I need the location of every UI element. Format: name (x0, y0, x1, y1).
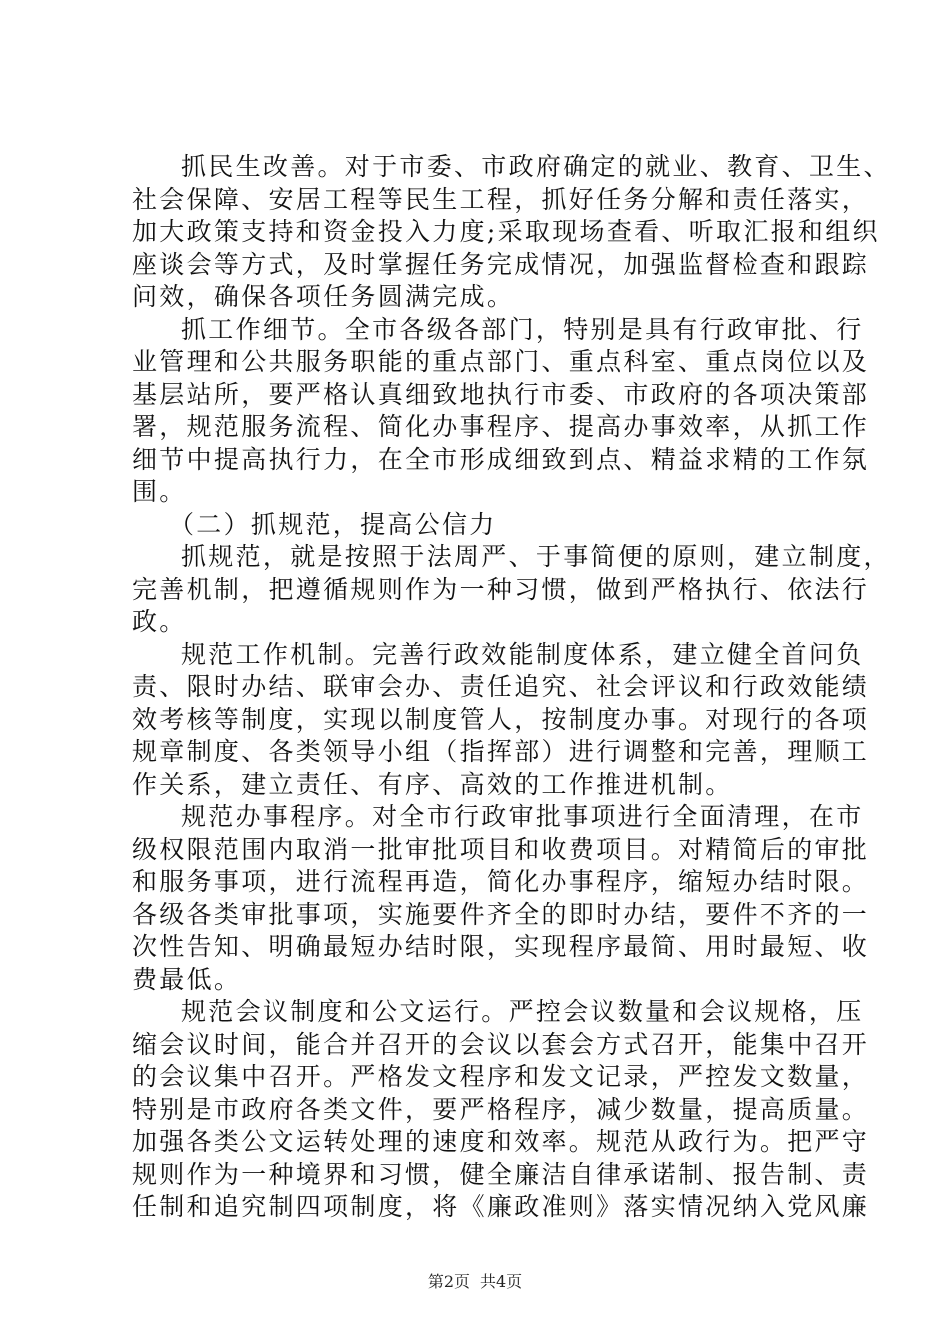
paragraph-line: 围。 (132, 477, 187, 506)
paragraph-line: 问效，确保各项任务圆满完成。 (132, 282, 515, 311)
paragraph-line: 任制和追究制四项制度，将《廉政准则》落实情况纳入党风廉 (132, 1192, 870, 1221)
paragraph-line: 基层站所，要严格认真细致地执行市委、市政府的各项决策部 (132, 379, 870, 409)
paragraph-line: 抓民生改善。对于市委、市政府确定的就业、教育、卫生、 (181, 152, 891, 181)
paragraph-line: 加强各类公文运转处理的速度和效率。规范从政行为。把严守 (132, 1127, 870, 1156)
paragraph-line: 抓工作细节。全市各级各部门，特别是具有行政审批、行 (181, 314, 864, 344)
page-number: 第2页 (427, 1272, 470, 1291)
paragraph-line: 责、限时办结、联审会办、责任追究、社会评议和行政效能绩 (132, 672, 870, 701)
paragraph-line: 效考核等制度，实现以制度管人，按制度办事。对现行的各项 (132, 704, 870, 734)
paragraph-line: 规章制度、各类领导小组（指挥部）进行调整和完善，理顺工 (132, 737, 870, 766)
paragraph-line: 规范会议制度和公文运行。严控会议数量和会议规格，压 (181, 997, 864, 1026)
section-heading: （二）抓规范，提高公信力 (169, 509, 497, 539)
paragraph-line: 业管理和公共服务职能的重点部门、重点科室、重点岗位以及 (132, 347, 870, 376)
paragraph-line: 加大政策支持和资金投入力度;采取现场查看、听取汇报和组织 (132, 217, 880, 246)
paragraph-line: 规范办事程序。对全市行政审批事项进行全面清理，在市 (181, 802, 864, 831)
page-footer (0, 1272, 950, 1292)
paragraph-line: 和服务事项，进行流程再造，简化办事程序，缩短办结时限。 (132, 867, 870, 896)
paragraph-line: 的会议集中召开。严格发文程序和发文记录，严控发文数量， (132, 1062, 870, 1091)
paragraph-line: 座谈会等方式，及时掌握任务完成情况，加强监督检查和跟踪 (132, 249, 870, 279)
paragraph-line: 各级各类审批事项，实施要件齐全的即时办结，要件不齐的一 (132, 899, 870, 929)
paragraph-line: 费最低。 (132, 964, 242, 994)
paragraph-line: 规范工作机制。完善行政效能制度体系，建立健全首问负 (181, 639, 864, 669)
paragraph-line: 作关系，建立责任、有序、高效的工作推进机制。 (132, 769, 733, 799)
paragraph-line: 规则作为一种境界和习惯，健全廉洁自律承诺制、报告制、责 (132, 1159, 870, 1189)
paragraph-line: 政。 (132, 607, 187, 636)
paragraph-line: 署，规范服务流程、简化办事程序、提高办事效率，从抓工作 (132, 412, 870, 441)
paragraph-line: 细节中提高执行力，在全市形成细致到点、精益求精的工作氛 (132, 444, 870, 474)
paragraph-line: 缩会议时间，能合并召开的会议以套会方式召开，能集中召开 (132, 1029, 870, 1059)
paragraph-line: 次性告知、明确最短办结时限，实现程序最简、用时最短、收 (132, 932, 870, 961)
document-body (132, 151, 891, 1224)
paragraph-line: 特别是市政府各类文件，要严格程序，减少数量，提高质量。 (132, 1094, 870, 1124)
page-total: 共4页 (480, 1272, 523, 1291)
paragraph-line: 级权限范围内取消一批审批项目和收费项目。对精简后的审批 (132, 834, 870, 864)
paragraph-line: 完善机制，把遵循规则作为一种习惯，做到严格执行、依法行 (132, 574, 870, 604)
paragraph-line: 抓规范，就是按照于法周严、于事简便的原则，建立制度， (181, 542, 891, 571)
paragraph-line: 社会保障、安居工程等民生工程，抓好任务分解和责任落实， (132, 184, 870, 214)
